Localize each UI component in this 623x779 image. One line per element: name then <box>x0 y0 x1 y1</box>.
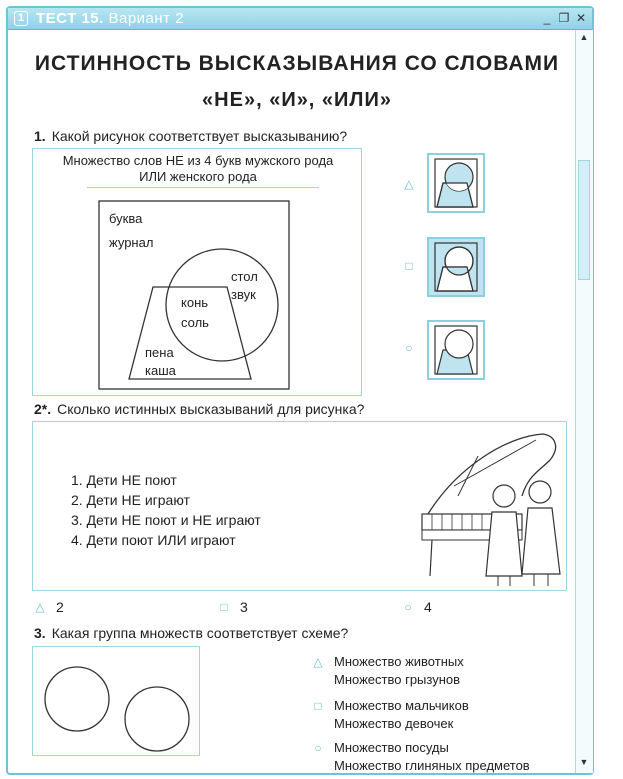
question-text: Какая группа множеств соответствует схеме? <box>51 625 349 641</box>
window-title <box>36 10 184 27</box>
scroll-up-icon[interactable]: ▲ <box>579 32 589 42</box>
word-kasha: каша <box>145 363 176 378</box>
q2-answer-triangle-icon[interactable]: △ <box>35 600 45 614</box>
q3-option-3-line1[interactable]: Множество посуды <box>334 740 449 755</box>
q3-option-3-line2[interactable]: Множество глиняных предметов <box>334 758 530 773</box>
minimize-button[interactable]: _ <box>543 11 551 25</box>
q1-statement-line2: ИЛИ женского рода <box>139 169 257 184</box>
title-bar <box>8 8 592 30</box>
q1-option-a[interactable] <box>427 153 485 213</box>
q1-statement-line1: Множество слов НЕ из 4 букв мужского рода <box>62 153 334 168</box>
q2-item-1: 1. Дети НЕ поют <box>71 472 177 488</box>
q2-item-3: 3. Дети НЕ поют и НЕ играют <box>71 512 261 528</box>
q1-option-square-icon[interactable]: □ <box>405 259 413 273</box>
question-number: 3. <box>34 625 46 641</box>
q1-venn-diagram <box>33 149 363 397</box>
question-number: 1. <box>34 128 46 144</box>
q2-answer-3-label[interactable]: 4 <box>424 599 432 615</box>
question-1 <box>34 128 347 144</box>
q3-option-1-line2[interactable]: Множество грызунов <box>334 672 461 687</box>
q1-option-a-figure <box>429 155 483 211</box>
question-text: Сколько истинных высказываний для рисунка? <box>57 401 365 417</box>
scroll-down-icon[interactable]: ▼ <box>579 757 589 767</box>
word-stol: стол <box>231 269 258 284</box>
q2-answer-1-label[interactable]: 2 <box>56 599 64 615</box>
q2-box <box>32 421 567 591</box>
q3-option-2-line2[interactable]: Множество девочек <box>334 716 454 731</box>
q2-answer-circle-icon[interactable]: ○ <box>404 600 412 614</box>
question-2 <box>34 401 364 417</box>
question-3 <box>34 625 348 641</box>
q1-option-triangle-icon[interactable]: △ <box>404 177 414 191</box>
q2-item-2: 2. Дети НЕ играют <box>71 492 190 508</box>
q3-option-square-icon[interactable]: □ <box>314 699 322 713</box>
page-title: ИСТИННОСТЬ ВЫСКАЗЫВАНИЯ СО СЛОВАМИ <box>34 52 560 75</box>
title-test: ТЕСТ 15. <box>36 10 104 27</box>
q2-answer-square-icon[interactable]: □ <box>220 600 228 614</box>
vertical-scrollbar[interactable] <box>575 30 593 773</box>
word-sol: соль <box>181 315 209 330</box>
close-button[interactable]: ✕ <box>575 11 587 25</box>
q2-item-4: 4. Дети поют ИЛИ играют <box>71 532 236 548</box>
word-zhurnal: журнал <box>109 235 154 250</box>
app-icon: 1 <box>14 11 28 26</box>
q3-option-triangle-icon[interactable]: △ <box>313 655 323 669</box>
q1-option-c[interactable] <box>427 320 485 380</box>
question-number: 2*. <box>34 401 52 417</box>
q1-option-b[interactable] <box>427 237 485 297</box>
q3-option-2-line1[interactable]: Множество мальчиков <box>334 698 469 713</box>
q3-diagram-box <box>32 646 200 756</box>
q1-diagram-box <box>32 148 362 396</box>
q1-option-b-figure <box>429 239 483 295</box>
question-text: Какой рисунок соответствует высказыванию? <box>51 128 348 144</box>
page-subtitle: «НЕ», «И», «ИЛИ» <box>202 89 392 111</box>
word-zvuk: звук <box>231 287 256 302</box>
word-kon: конь <box>181 295 209 310</box>
q3-option-circle-icon[interactable]: ○ <box>314 741 322 755</box>
q3-option-1-line1[interactable]: Множество животных <box>334 654 464 669</box>
word-bukva: буква <box>109 211 143 226</box>
q1-option-c-figure <box>429 322 483 378</box>
scroll-thumb[interactable] <box>578 160 590 280</box>
restore-button[interactable]: ❐ <box>558 11 570 25</box>
title-variant: Вариант 2 <box>108 10 185 27</box>
piano-children-illustration <box>418 426 566 588</box>
q2-answer-2-label[interactable]: 3 <box>240 599 248 615</box>
word-pena: пена <box>145 345 174 360</box>
q1-option-circle-icon[interactable]: ○ <box>405 341 413 355</box>
q3-two-circles <box>33 647 201 757</box>
